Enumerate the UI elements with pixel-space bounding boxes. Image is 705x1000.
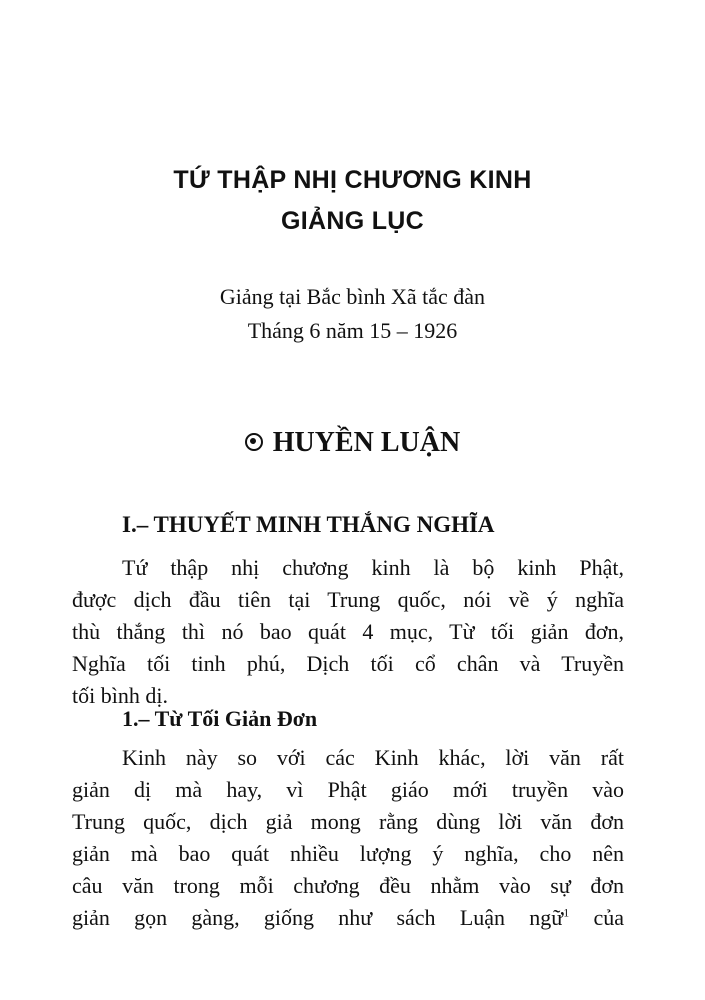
- footnote-marker[interactable]: 1: [563, 905, 570, 920]
- heading-thuyet-minh: I.– THUYẾT MINH THẮNG NGHĨA: [122, 512, 495, 537]
- paragraph-line: được dịch đầu tiên tại Trung quốc, nói về ý nghĩa: [72, 587, 624, 612]
- line-text: của: [569, 905, 624, 930]
- paragraph-line: thù thắng thì nó bao quát 4 mục, Từ tối giản đơn,: [72, 619, 624, 644]
- subtitle-location: Giảng tại Bắc bình Xã tắc đàn: [219, 284, 486, 309]
- paragraph-line-last: [72, 902, 624, 934]
- paragraph-line: giản dị mà hay, vì Phật giáo mới truyền vào: [72, 777, 624, 802]
- subtitle-date: Tháng 6 năm 15 – 1926: [247, 318, 458, 343]
- paragraph-line: Tứ thập nhị chương kinh là bộ kinh Phật,: [122, 555, 624, 580]
- paragraph-line: giản mà bao quát nhiều lượng ý nghĩa, cho nên: [72, 841, 624, 866]
- paragraph-line: Trung quốc, dịch giả mong rằng dùng lời văn đơn: [72, 809, 624, 834]
- paragraph-line: câu văn trong mỗi chương đều nhằm vào sự đơn: [72, 873, 624, 898]
- paragraph-1: [72, 552, 624, 712]
- section-heading-text: HUYỀN LUẬN: [272, 427, 461, 458]
- chapter-title-line-2: GIẢNG LỤC: [281, 207, 424, 235]
- paragraph-line: Nghĩa tối tinh phú, Dịch tối cổ chân và Truyền: [72, 651, 624, 676]
- paragraph-line: tối bình dị.: [72, 683, 168, 708]
- line-text: giản gọn gàng, giống như sách Luận ngữ: [72, 905, 564, 930]
- chapter-title-line-1: TỨ THẬP NHỊ CHƯƠNG KINH: [173, 166, 532, 194]
- paragraph-line: Kinh này so với các Kinh khác, lời văn rất: [122, 745, 624, 770]
- heading-tu-toi-gian-don: 1.– Từ Tối Giản Đơn: [122, 706, 318, 731]
- circled-dot-icon: [245, 433, 263, 451]
- paragraph-2: [72, 742, 624, 934]
- section-heading: [0, 427, 705, 459]
